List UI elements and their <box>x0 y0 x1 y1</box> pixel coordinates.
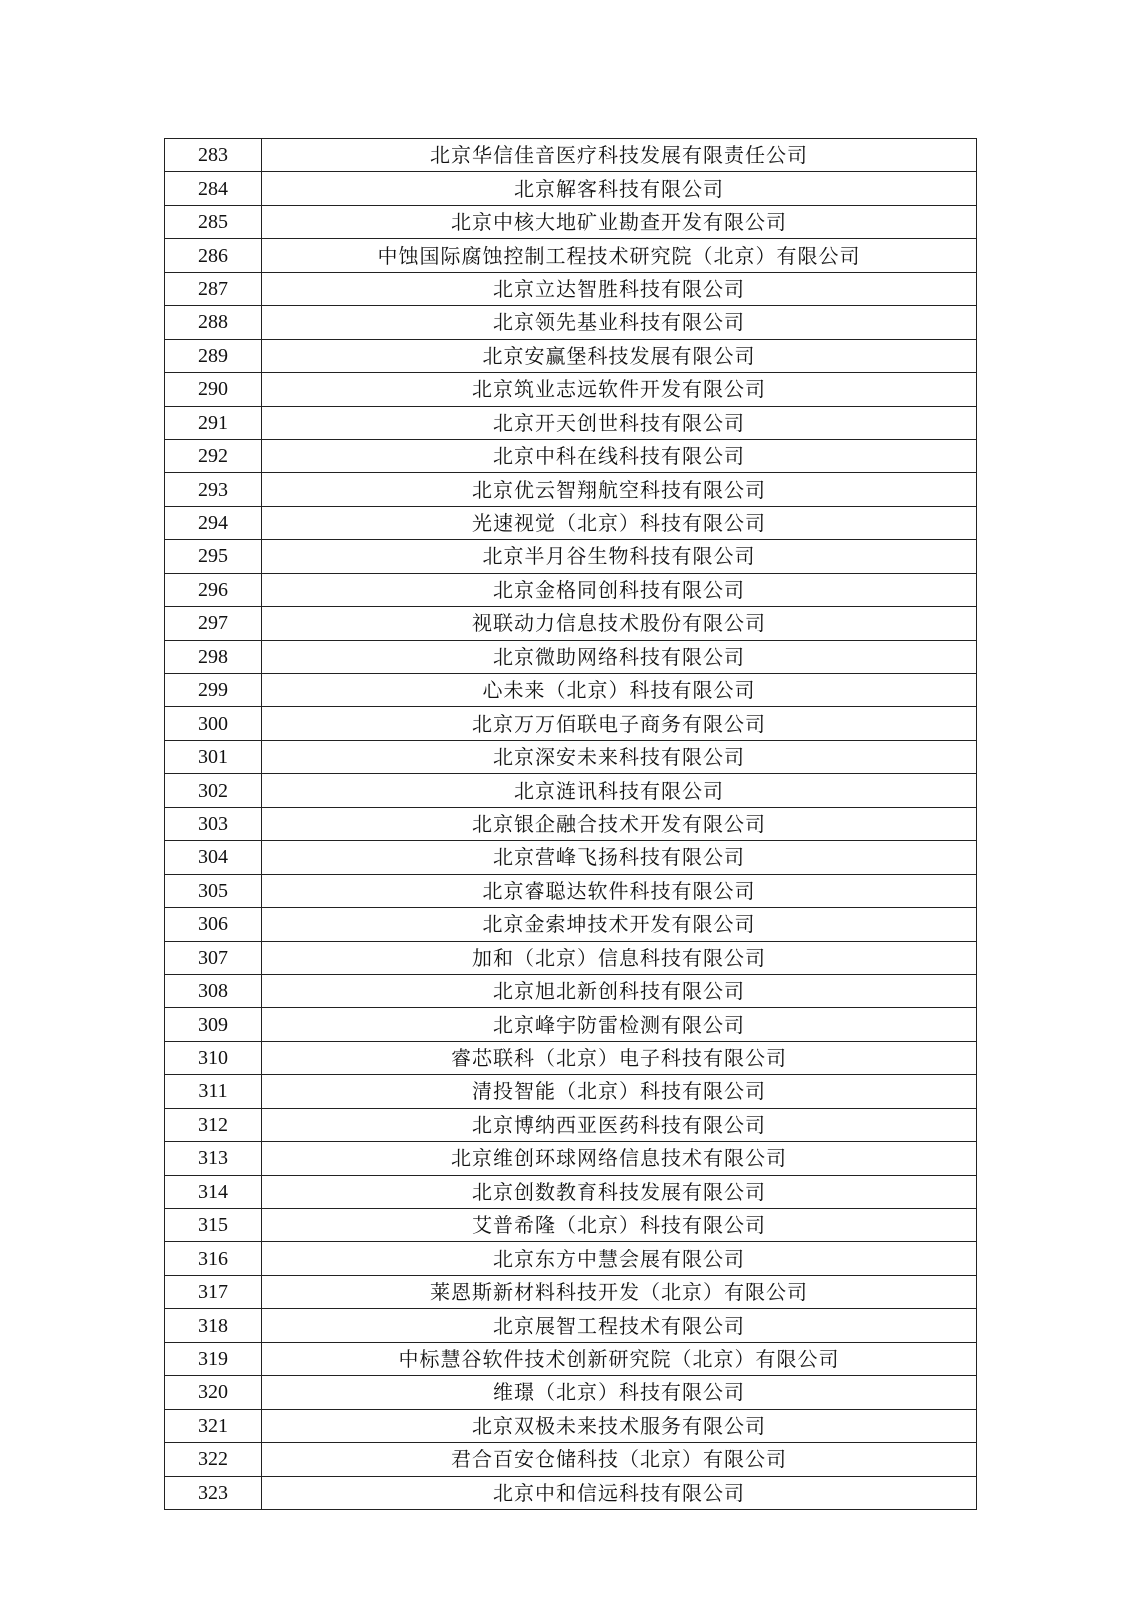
table-row <box>165 807 977 840</box>
table-row <box>165 774 977 807</box>
table-row <box>165 974 977 1007</box>
table-row <box>165 373 977 406</box>
table-row <box>165 1075 977 1108</box>
row-number-cell: 320 <box>165 1376 262 1409</box>
row-number-cell: 317 <box>165 1275 262 1308</box>
row-number-cell: 312 <box>165 1108 262 1141</box>
row-number-cell: 291 <box>165 406 262 439</box>
table-row <box>165 1275 977 1308</box>
row-number-cell: 296 <box>165 573 262 606</box>
company-name-cell: 北京立达智胜科技有限公司 <box>262 272 977 305</box>
company-name-cell: 北京解客科技有限公司 <box>262 172 977 205</box>
table-row <box>165 1008 977 1041</box>
table-row <box>165 941 977 974</box>
table-row <box>165 607 977 640</box>
row-number-cell: 283 <box>165 139 262 172</box>
row-number-cell: 285 <box>165 205 262 238</box>
table-row <box>165 1242 977 1275</box>
company-name-cell: 北京金索坤技术开发有限公司 <box>262 908 977 941</box>
company-name-cell: 心未来（北京）科技有限公司 <box>262 674 977 707</box>
row-number-cell: 303 <box>165 807 262 840</box>
table-row <box>165 1309 977 1342</box>
company-name-cell: 北京半月谷生物科技有限公司 <box>262 540 977 573</box>
table-row <box>165 908 977 941</box>
company-name-cell: 莱恩斯新材料科技开发（北京）有限公司 <box>262 1275 977 1308</box>
table-row <box>165 874 977 907</box>
company-name-cell: 北京中和信远科技有限公司 <box>262 1476 977 1509</box>
table-row <box>165 272 977 305</box>
row-number-cell: 309 <box>165 1008 262 1041</box>
company-name-cell: 北京万万佰联电子商务有限公司 <box>262 707 977 740</box>
row-number-cell: 307 <box>165 941 262 974</box>
table-row <box>165 1142 977 1175</box>
row-number-cell: 292 <box>165 439 262 472</box>
row-number-cell: 287 <box>165 272 262 305</box>
company-name-cell: 北京领先基业科技有限公司 <box>262 306 977 339</box>
row-number-cell: 300 <box>165 707 262 740</box>
row-number-cell: 298 <box>165 640 262 673</box>
row-number-cell: 310 <box>165 1041 262 1074</box>
table-row <box>165 674 977 707</box>
table-row <box>165 1342 977 1375</box>
row-number-cell: 319 <box>165 1342 262 1375</box>
table-row <box>165 1476 977 1509</box>
company-name-cell: 北京银企融合技术开发有限公司 <box>262 807 977 840</box>
company-name-cell: 中标慧谷软件技术创新研究院（北京）有限公司 <box>262 1342 977 1375</box>
table-row <box>165 540 977 573</box>
table-body <box>165 139 977 1510</box>
table-row <box>165 439 977 472</box>
table-row <box>165 1175 977 1208</box>
table-row <box>165 339 977 372</box>
row-number-cell: 299 <box>165 674 262 707</box>
company-name-cell: 清投智能（北京）科技有限公司 <box>262 1075 977 1108</box>
row-number-cell: 313 <box>165 1142 262 1175</box>
company-name-cell: 北京华信佳音医疗科技发展有限责任公司 <box>262 139 977 172</box>
company-name-cell: 视联动力信息技术股份有限公司 <box>262 607 977 640</box>
company-name-cell: 北京创数教育科技发展有限公司 <box>262 1175 977 1208</box>
row-number-cell: 295 <box>165 540 262 573</box>
company-name-cell: 君合百安仓储科技（北京）有限公司 <box>262 1443 977 1476</box>
table-row <box>165 139 977 172</box>
table-row <box>165 740 977 773</box>
company-name-cell: 北京旭北新创科技有限公司 <box>262 974 977 1007</box>
row-number-cell: 284 <box>165 172 262 205</box>
row-number-cell: 290 <box>165 373 262 406</box>
table-row <box>165 573 977 606</box>
company-name-cell: 北京中科在线科技有限公司 <box>262 439 977 472</box>
row-number-cell: 305 <box>165 874 262 907</box>
company-name-cell: 北京金格同创科技有限公司 <box>262 573 977 606</box>
company-name-cell: 光速视觉（北京）科技有限公司 <box>262 506 977 539</box>
company-name-cell: 睿芯联科（北京）电子科技有限公司 <box>262 1041 977 1074</box>
company-name-cell: 艾普希隆（北京）科技有限公司 <box>262 1209 977 1242</box>
row-number-cell: 306 <box>165 908 262 941</box>
company-name-cell: 北京中核大地矿业勘查开发有限公司 <box>262 205 977 238</box>
row-number-cell: 311 <box>165 1075 262 1108</box>
company-name-cell: 北京峰宇防雷检测有限公司 <box>262 1008 977 1041</box>
table-row <box>165 239 977 272</box>
table-row <box>165 1209 977 1242</box>
company-name-cell: 北京优云智翔航空科技有限公司 <box>262 473 977 506</box>
company-name-cell: 北京开天创世科技有限公司 <box>262 406 977 439</box>
row-number-cell: 289 <box>165 339 262 372</box>
table-row <box>165 841 977 874</box>
table-row <box>165 707 977 740</box>
company-name-cell: 加和（北京）信息科技有限公司 <box>262 941 977 974</box>
company-list-table <box>164 138 977 1510</box>
company-name-cell: 北京深安未来科技有限公司 <box>262 740 977 773</box>
row-number-cell: 308 <box>165 974 262 1007</box>
company-name-cell: 北京东方中慧会展有限公司 <box>262 1242 977 1275</box>
row-number-cell: 297 <box>165 607 262 640</box>
company-name-cell: 维璟（北京）科技有限公司 <box>262 1376 977 1409</box>
company-name-cell: 北京双极未来技术服务有限公司 <box>262 1409 977 1442</box>
company-name-cell: 中蚀国际腐蚀控制工程技术研究院（北京）有限公司 <box>262 239 977 272</box>
row-number-cell: 314 <box>165 1175 262 1208</box>
table-row <box>165 1376 977 1409</box>
row-number-cell: 316 <box>165 1242 262 1275</box>
row-number-cell: 294 <box>165 506 262 539</box>
table-row <box>165 306 977 339</box>
row-number-cell: 293 <box>165 473 262 506</box>
table-row <box>165 1108 977 1141</box>
row-number-cell: 318 <box>165 1309 262 1342</box>
table-row <box>165 1409 977 1442</box>
company-name-cell: 北京筑业志远软件开发有限公司 <box>262 373 977 406</box>
company-name-cell: 北京营峰飞扬科技有限公司 <box>262 841 977 874</box>
company-name-cell: 北京博纳西亚医药科技有限公司 <box>262 1108 977 1141</box>
table-row <box>165 172 977 205</box>
row-number-cell: 301 <box>165 740 262 773</box>
row-number-cell: 286 <box>165 239 262 272</box>
row-number-cell: 315 <box>165 1209 262 1242</box>
company-name-cell: 北京涟讯科技有限公司 <box>262 774 977 807</box>
table-row <box>165 506 977 539</box>
row-number-cell: 323 <box>165 1476 262 1509</box>
row-number-cell: 322 <box>165 1443 262 1476</box>
table-row <box>165 1443 977 1476</box>
row-number-cell: 302 <box>165 774 262 807</box>
row-number-cell: 321 <box>165 1409 262 1442</box>
table-row <box>165 640 977 673</box>
table-row <box>165 1041 977 1074</box>
company-name-cell: 北京维创环球网络信息技术有限公司 <box>262 1142 977 1175</box>
company-name-cell: 北京微助网络科技有限公司 <box>262 640 977 673</box>
table-row <box>165 406 977 439</box>
row-number-cell: 288 <box>165 306 262 339</box>
company-name-cell: 北京睿聪达软件科技有限公司 <box>262 874 977 907</box>
table-row <box>165 205 977 238</box>
table-row <box>165 473 977 506</box>
row-number-cell: 304 <box>165 841 262 874</box>
company-name-cell: 北京展智工程技术有限公司 <box>262 1309 977 1342</box>
company-name-cell: 北京安赢堡科技发展有限公司 <box>262 339 977 372</box>
